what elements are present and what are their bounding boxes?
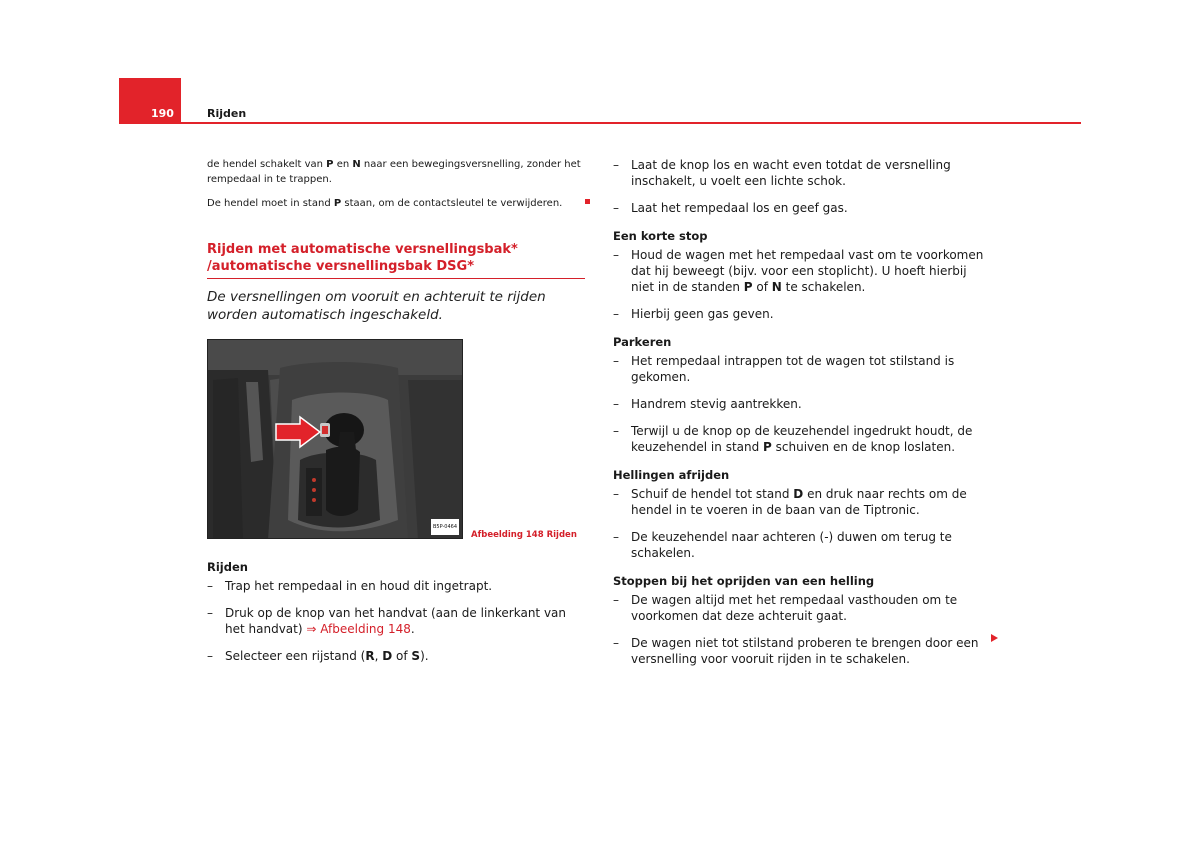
list-item: – Handrem stevig aantrekken. (613, 396, 993, 412)
list-item: – Terwijl u de knop op de keuzehendel ingedrukt houdt, de keuzehendel in stand P schuiven en de knop loslaten. (613, 423, 993, 455)
continue-arrow-icon (991, 634, 998, 642)
list-item: – De keuzehendel naar achteren (-) duwen om terug te schakelen. (613, 529, 993, 561)
left-column (207, 157, 585, 675)
figure-row (207, 339, 585, 539)
list-item: – Laat de knop los en wacht even totdat de versnelling inschakelt, u voelt een lichte schok. (613, 157, 993, 189)
list-item: – Schuif de hendel tot stand D en druk naar rechts om de hendel in te voeren in de baan van de Tiptronic. (613, 486, 993, 518)
figure-link[interactable]: ⇒ Afbeelding 148 (306, 622, 411, 636)
section-title: Rijden (207, 107, 247, 120)
paragraph-shift-lever: de hendel schakelt van P en N naar een bewegingsversnelling, zonder het rempedaal in te trappen. (207, 159, 581, 185)
paragraph-ignition-key: De hendel moet in stand P staan, om de contactsleutel te verwijderen. (207, 198, 563, 209)
figure-caption: Afbeelding 148 Rijden (471, 530, 577, 540)
list-item: – Laat het rempedaal los en geef gas. (613, 200, 993, 216)
list-item: – Houd de wagen met het rempedaal vast om te voorkomen dat hij beweegt (bijv. voor een stoplicht). U hoeft hierbij niet in de standen P of N te schakelen. (613, 247, 993, 295)
subhead-rijden: Rijden (207, 560, 248, 574)
section-heading: Rijden met automatische versnellingsbak* /automatische versnellingsbak DSG* (207, 241, 585, 279)
list-item: – Het rempedaal intrappen tot de wagen tot stilstand is gekomen. (613, 353, 993, 385)
section-intro: De versnellingen om vooruit en achteruit te rijden worden automatisch ingeschakeld. (207, 289, 546, 323)
subhead-parkeren: Parkeren (613, 335, 672, 349)
subhead-hellingen: Hellingen afrijden (613, 468, 730, 482)
list-item: – Trap het rempedaal in en houd dit ingetrapt. (207, 578, 585, 594)
list-item: – De wagen niet tot stilstand proberen te brengen door een versnelling voor vooruit rijden in te schakelen. (613, 635, 993, 667)
page-number: 190 (151, 107, 174, 120)
figure-code: B5P-0464 (431, 519, 459, 535)
gear-lever-illustration (207, 339, 463, 539)
header-rule (181, 122, 1081, 124)
subhead-korte-stop: Een korte stop (613, 229, 708, 243)
subhead-stoppen: Stoppen bij het oprijden van een helling (613, 574, 875, 588)
list-item: – Druk op de knop van het handvat (aan de linkerkant van het handvat) ⇒ Afbeelding 148. (207, 605, 585, 637)
list-item: – Selecteer een rijstand (R, D of S). (207, 648, 585, 664)
section-end-marker (585, 199, 590, 204)
right-column (613, 157, 993, 678)
gear-lever-drawing (208, 340, 463, 539)
list-item: – De wagen altijd met het rempedaal vasthouden om te voorkomen dat deze achteruit gaat. (613, 592, 993, 624)
list-item: – Hierbij geen gas geven. (613, 306, 993, 322)
